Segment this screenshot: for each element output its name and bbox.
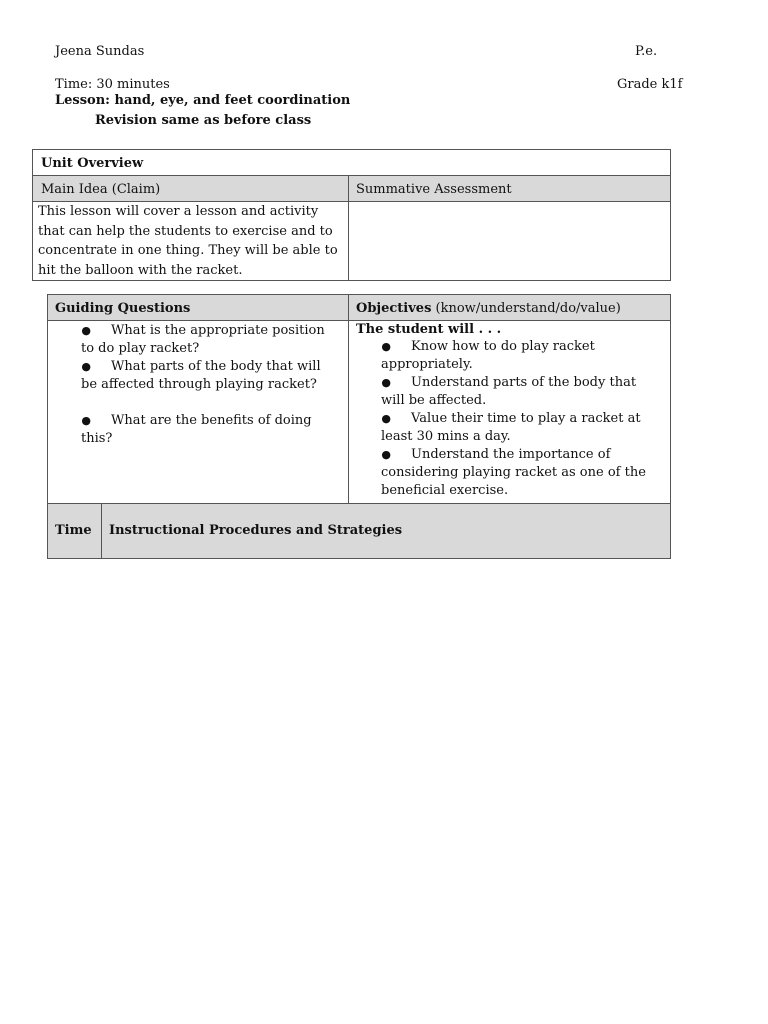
revision-note: Revision same as before class [95, 113, 312, 128]
objective-item [381, 446, 663, 500]
guiding-question-item [81, 358, 340, 394]
objective-text: Understand parts of the body that will be affected. [381, 375, 637, 408]
objective-item [381, 338, 663, 374]
lesson-title: Lesson: hand, eye, and feet coordination [55, 93, 351, 108]
main-idea-header: Main Idea (Claim) [33, 176, 349, 202]
objectives-header [349, 295, 671, 321]
time-column-header: Time [48, 504, 102, 559]
summative-text [349, 202, 671, 281]
bullet-icon: ● [381, 412, 391, 425]
objective-text: Value their time to play a racket at least 30 mins a day. [381, 411, 641, 444]
objectives-lead: The student will . . . [356, 322, 502, 337]
objective-item [381, 410, 663, 446]
unit-overview-table [32, 149, 671, 281]
bullet-icon: ● [381, 448, 391, 461]
procedures-header: Instructional Procedures and Strategies [102, 504, 671, 559]
grade-label: Grade k1f [617, 77, 683, 92]
guiding-questions-header: Guiding Questions [48, 295, 349, 321]
objectives-title: Objectives [356, 301, 432, 316]
bullet-icon: ● [81, 324, 91, 337]
summative-header: Summative Assessment [349, 176, 671, 202]
objective-text: Understand the importance of considering playing racket as one of the beneficial exercise. [381, 447, 646, 498]
guiding-questions-list [81, 322, 340, 448]
time-label: Time: 30 minutes [55, 77, 170, 92]
guiding-questions-cell [48, 321, 349, 504]
unit-overview-title: Unit Overview [33, 150, 671, 176]
main-idea-text: This lesson will cover a lesson and activity that can help the students to exercise and to concentrate in one thing. They will be able to hit the balloon with the racket. [33, 202, 349, 281]
objective-text: Know how to do play racket appropriately. [381, 339, 595, 372]
guiding-question-item [81, 322, 340, 358]
objectives-cell [349, 321, 671, 504]
bullet-icon: ● [81, 414, 91, 427]
guiding-question-text: What is the appropriate position to do play racket? [81, 323, 325, 356]
bullet-icon: ● [381, 376, 391, 389]
guiding-objectives-table [47, 294, 671, 559]
objectives-list [381, 338, 663, 500]
bullet-icon: ● [81, 360, 91, 373]
author-name: Jeena Sundas [55, 44, 145, 59]
bullet-icon: ● [381, 340, 391, 353]
objective-item [381, 374, 663, 410]
guiding-question-text: What parts of the body that will be affected through playing racket? [81, 359, 321, 392]
guiding-question-item [81, 412, 340, 448]
subject-label: P.e. [635, 44, 658, 59]
objectives-subtitle: (know/understand/do/value) [431, 301, 621, 316]
guiding-question-text: What are the benefits of doing this? [81, 413, 312, 446]
